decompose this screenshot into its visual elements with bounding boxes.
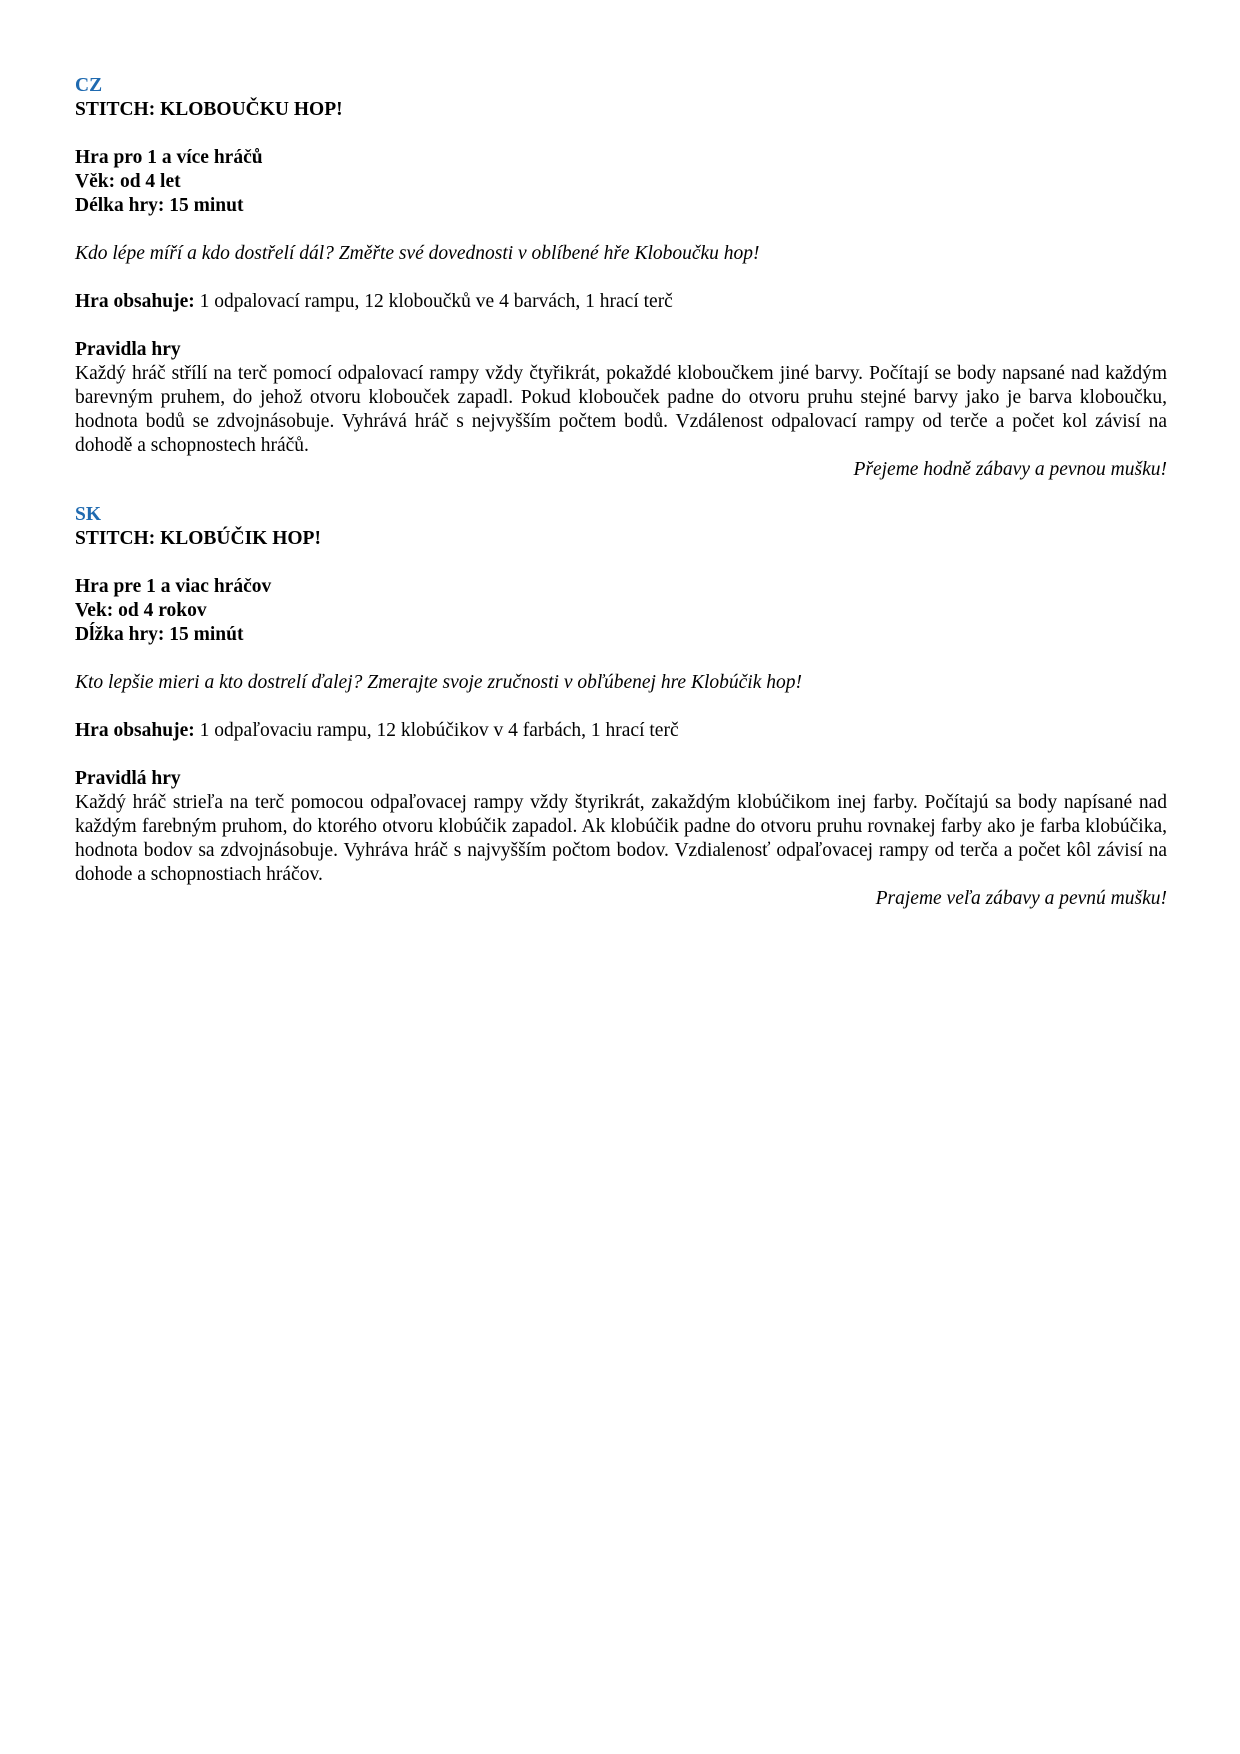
players-info: Hra pre 1 a viac hráčov <box>75 576 272 597</box>
duration-info: Dĺžka hry: 15 minút <box>75 624 244 645</box>
intro-text: Kto lepšie mieri a kto dostrelí ďalej? Zmerajte svoje zručnosti v obľúbenej hre Klobúčik hop! <box>75 672 802 693</box>
contents-line <box>75 719 1167 743</box>
contents-line <box>75 290 1167 314</box>
contents-label: Hra obsahuje: <box>75 291 195 312</box>
document-page <box>75 74 1167 911</box>
rules-heading: Pravidla hry <box>75 339 181 360</box>
contents-text: 1 odpaľovaciu rampu, 12 klobúčikov v 4 farbách, 1 hrací terč <box>194 720 679 741</box>
age-info: Vek: od 4 rokov <box>75 600 207 621</box>
players-info: Hra pro 1 a více hráčů <box>75 147 263 168</box>
rules-text: Každý hráč strieľa na terč pomocou odpaľovacej rampy vždy štyrikrát, zakaždým klobúčikom inej farby. Počítajú sa body napísané nad každým farebným pruhom, do ktorého otvoru klobúčik zapadol. Ak klobúčik padne do otvoru pruhu rovnakej farby ako je farba klobúčika, hodnota bodov sa zdvojnásobuje. Vyhráva hráč s najvyšším počtom bodov. Vzdialenosť odpaľovacej rampy od terča a počet kôl závisí na dohode a schopnostiach hráčov. <box>75 792 1167 885</box>
closing-wish: Přejeme hodně zábavy a pevnou mušku! <box>853 459 1167 480</box>
contents-label: Hra obsahuje: <box>75 720 195 741</box>
language-code: SK <box>75 504 102 525</box>
game-title: STITCH: KLOBÚČIK HOP! <box>75 528 321 549</box>
intro-text: Kdo lépe míří a kdo dostřelí dál? Změřte své dovednosti v oblíbené hře Kloboučku hop! <box>75 243 760 264</box>
section-cz <box>75 74 1167 482</box>
duration-info: Délka hry: 15 minut <box>75 195 244 216</box>
contents-text: 1 odpalovací rampu, 12 kloboučků ve 4 barvách, 1 hrací terč <box>194 291 673 312</box>
rules-heading: Pravidlá hry <box>75 768 181 789</box>
section-sk <box>75 503 1167 911</box>
language-code: CZ <box>75 75 103 96</box>
rules-text: Každý hráč střílí na terč pomocí odpalovací rampy vždy čtyřikrát, pokaždé kloboučkem jiné barvy. Počítají se body napsané nad každým barevným pruhem, do jehož otvoru klobouček zapadl. Pokud klobouček padne do otvoru pruhu stejné barvy jako je barva kloboučku, hodnota bodů se zdvojnásobuje. Vyhrává hráč s nejvyšším počtem bodů. Vzdálenost odpalovací rampy od terče a počet kol závisí na dohodě a schopnostech hráčů. <box>75 363 1167 456</box>
age-info: Věk: od 4 let <box>75 171 181 192</box>
game-title: STITCH: KLOBOUČKU HOP! <box>75 99 343 120</box>
closing-wish: Prajeme veľa zábavy a pevnú mušku! <box>875 888 1167 909</box>
